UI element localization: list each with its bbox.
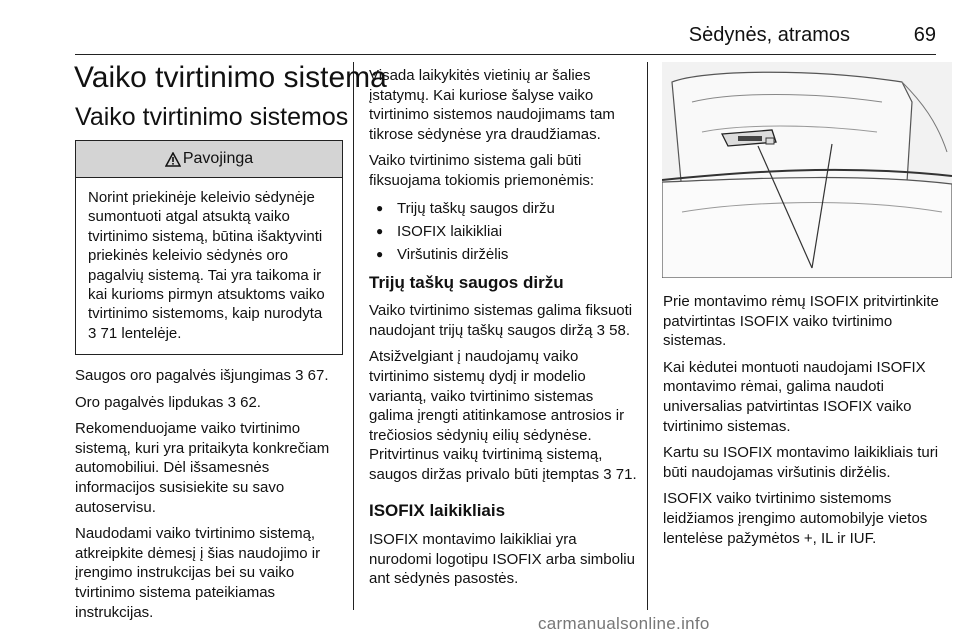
subsection-title: Vaiko tvirtinimo sistemos <box>75 103 349 131</box>
paragraph: Prie montavimo rėmų ISOFIX pritvirtinkite patvirtintas ISOFIX vaiko tvirtinimo sistemas. <box>663 293 939 350</box>
warning-text: Norint priekinėje keleivio sėdynėje sumontuoti atgal atsuktą vaiko tvirtinimo sistemą, būtina išaktyvinti priekinės keleivio sėdynės oro pagalvių sistemą. Tai yra taikoma ir kai kurioms pirmyn atsuktoms vaiko tvirtinimo sistemoms, kaip nurodyta 3 71 lentelėje. <box>88 189 325 342</box>
list-item: ● ISOFIX laikikliai <box>369 221 637 242</box>
paragraph: Saugos oro pagalvės išjungimas 3 67. <box>75 367 329 384</box>
isofix-seat-illustration <box>662 62 952 278</box>
paragraph: Kartu su ISOFIX montavimo laikikliais turi būti naudojamas viršutinis diržėlis. <box>663 444 939 481</box>
running-header-title: Sėdynės, atramos <box>688 24 850 46</box>
heading-three-point-belt: Trijų taškų saugos diržu <box>369 272 564 292</box>
header-rule <box>75 54 936 55</box>
heading-isofix: ISOFIX laikikliais <box>369 500 506 520</box>
column-divider-right <box>647 62 648 610</box>
paragraph: Naudodami vaiko tvirtinimo sistemą, atkreipkite dėmesį į šias naudojimo ir įrengimo instrukcijas bei su vaiko tvirtinimo sistema pateikiamas instrukcijas. <box>75 525 321 621</box>
warning-label: Pavojinga <box>182 150 254 167</box>
col3-body <box>663 292 953 555</box>
paragraph: Vaiko tvirtinimo sistemas galima fiksuoti naudojant trijų taškų saugos diržą 3 58. <box>369 302 633 339</box>
paragraph: Vaiko tvirtinimo sistema gali būti fiksuojama tokiomis priemonėmis: <box>369 152 595 189</box>
paragraph: ISOFIX vaiko tvirtinimo sistemoms leidžiamos įrengimo automobilyje vietos lentelėse pažymėtos +, IL ir IUF. <box>663 490 928 547</box>
list-item: ● Trijų taškų saugos diržu <box>369 198 637 219</box>
col2-body <box>369 66 637 596</box>
column-divider-left <box>353 62 354 610</box>
paragraph: Atsižvelgiant į naudojamų vaiko tvirtinimo sistemų dydį ir modelio variantą, vaiko tvirtinimo sistemas galima įrengti atitinkamose antrosios ir trečiosios sėdynių eilių sėdynėse. Pritvirtinus vaikų tvirtinimą sistemą, saugos diržas privalo būti įtemptas 3 71. <box>369 348 637 483</box>
paragraph: Kai kėdutei montuoti naudojami ISOFIX montavimo rėmai, galima naudoti universalias patvirtintas ISOFIX vaiko tvirtinimo sistemas. <box>663 358 926 435</box>
warning-box <box>75 140 343 355</box>
col1-body <box>75 366 345 629</box>
paragraph: Visada laikykitės vietinių ar šalies įstatymų. Kai kuriose šalyse vaiko tvirtinimo sistemos naudojimams tam tikrose sėdynėse yra draudžiamas. <box>369 67 615 143</box>
list-item: ● Viršutinis diržėlis <box>369 244 637 265</box>
paragraph: ISOFIX montavimo laikikliai yra nurodomi logotipu ISOFIX arba simboliu ant sėdynės pasostės. <box>369 531 635 588</box>
section-title: Vaiko tvirtinimo sistema <box>74 61 387 94</box>
watermark: carmanualsonline.info <box>538 614 710 633</box>
page-number: 69 <box>913 24 936 46</box>
paragraph: Rekomenduojame vaiko tvirtinimo sistemą, kuri yra pritaikyta konkrečiam automobiliui. Dėl išsamesnės informacijos susisiekite su savo autoservisu. <box>75 420 330 516</box>
fixing-methods-list <box>369 198 637 265</box>
warning-header <box>76 141 342 178</box>
warning-triangle-icon <box>165 152 181 167</box>
paragraph: Oro pagalvės lipdukas 3 62. <box>75 393 261 411</box>
